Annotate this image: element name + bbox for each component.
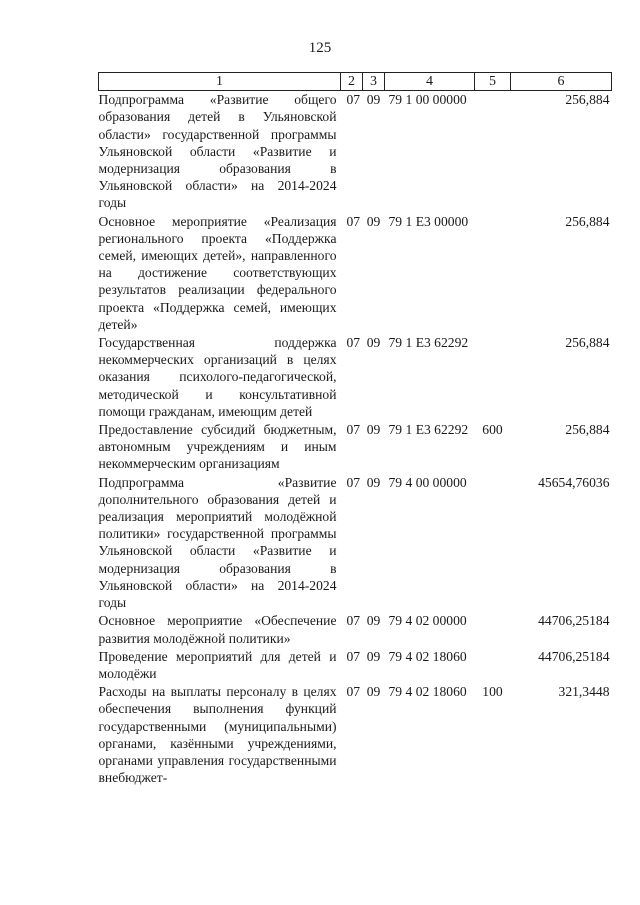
row-amount: 321,3448 bbox=[558, 684, 610, 700]
row-csr: 79 4 02 18060 bbox=[388, 684, 467, 700]
row-vr bbox=[475, 213, 511, 334]
row-amount: 45654,76036 bbox=[538, 474, 610, 490]
header-name: 1 bbox=[99, 73, 341, 91]
row-vr: 600 bbox=[482, 422, 503, 438]
row-rz: 07 bbox=[346, 422, 361, 438]
row-pr: 09 bbox=[366, 422, 381, 438]
row-csr: 79 4 02 18060 bbox=[388, 648, 467, 664]
row-rz: 07 bbox=[346, 648, 361, 664]
row-pr: 09 bbox=[366, 613, 381, 629]
row-name: Основное мероприятие «Обеспечение развития молодёжной политики» bbox=[98, 613, 337, 646]
row-csr: 79 1 Е3 62292 bbox=[388, 422, 469, 438]
row-name: Основное мероприятие «Реализация регионального проекта «Поддержка семей, имеющих детей», направленного на достижение соответствующих результатов реализации федерального проекта «Поддержка семей, имеющих детей» bbox=[98, 213, 337, 332]
row-csr: 79 1 Е3 00000 bbox=[388, 213, 469, 229]
row-amount: 44706,25184 bbox=[538, 613, 610, 629]
page-number: 125 bbox=[308, 40, 332, 56]
row-amount: 44706,25184 bbox=[538, 648, 610, 664]
row-rz: 07 bbox=[346, 213, 361, 229]
row-pr: 09 bbox=[366, 92, 381, 108]
row-csr: 79 1 Е3 62292 bbox=[388, 335, 469, 351]
row-pr: 09 bbox=[366, 213, 381, 229]
row-amount: 256,884 bbox=[565, 335, 610, 351]
table-row bbox=[99, 474, 612, 613]
table-header-row bbox=[99, 73, 612, 91]
row-vr bbox=[475, 474, 511, 613]
row-csr: 79 4 02 00000 bbox=[388, 613, 467, 629]
header-rz: 2 bbox=[341, 73, 363, 91]
budget-table bbox=[98, 72, 612, 787]
row-rz: 07 bbox=[346, 92, 361, 108]
row-csr: 79 4 00 00000 bbox=[388, 474, 467, 490]
header-amount: 6 bbox=[511, 73, 612, 91]
row-name: Предоставление субсидий бюджетным, автономным учреждениям и иным некоммерческим организациям bbox=[98, 422, 337, 472]
row-pr: 09 bbox=[366, 648, 381, 664]
row-vr bbox=[475, 648, 511, 683]
header-vr: 5 bbox=[475, 73, 511, 91]
row-pr: 09 bbox=[366, 474, 381, 490]
table-row bbox=[99, 334, 612, 421]
table-row bbox=[99, 648, 612, 683]
row-vr bbox=[475, 91, 511, 213]
row-amount: 256,884 bbox=[565, 422, 610, 438]
row-amount: 256,884 bbox=[565, 92, 610, 108]
table-row bbox=[99, 213, 612, 334]
table-row bbox=[99, 421, 612, 474]
row-vr: 100 bbox=[482, 684, 503, 700]
row-name: Расходы на выплаты персоналу в целях обеспечения выполнения функций государственными (муниципальными) органами, казёнными учреждениями, органами управления государственными внебюджет- bbox=[98, 684, 337, 786]
header-pr: 3 bbox=[363, 73, 385, 91]
row-name: Проведение мероприятий для детей и молодёжи bbox=[98, 648, 337, 681]
row-csr: 79 1 00 00000 bbox=[388, 92, 467, 108]
row-name: Государственная поддержка некоммерческих организаций в целях оказания психолого-педагогической, методической и консультативной помощи гражданам, имеющим детей bbox=[98, 335, 337, 419]
row-rz: 07 bbox=[346, 684, 361, 700]
table-row bbox=[99, 612, 612, 647]
row-pr: 09 bbox=[366, 335, 381, 351]
row-pr: 09 bbox=[366, 684, 381, 700]
row-vr bbox=[475, 334, 511, 421]
row-name: Подпрограмма «Развитие общего образования детей в Ульяновской области» государственной программы Ульяновской области «Развитие и модернизация образования в Ульяновской области» на 2014-2024 годы bbox=[98, 92, 337, 211]
table-row bbox=[99, 683, 612, 787]
row-rz: 07 bbox=[346, 474, 361, 490]
row-rz: 07 bbox=[346, 613, 361, 629]
row-vr bbox=[475, 612, 511, 647]
table-row bbox=[99, 91, 612, 213]
row-name: Подпрограмма «Развитие дополнительного образования детей и реализация мероприятий молодёжной политики» государственной программы Ульяновской области «Развитие и модернизация образования в Ульяновской области» на 2014-2024 годы bbox=[98, 474, 337, 611]
row-amount: 256,884 bbox=[565, 213, 610, 229]
header-csr: 4 bbox=[385, 73, 475, 91]
row-rz: 07 bbox=[346, 335, 361, 351]
